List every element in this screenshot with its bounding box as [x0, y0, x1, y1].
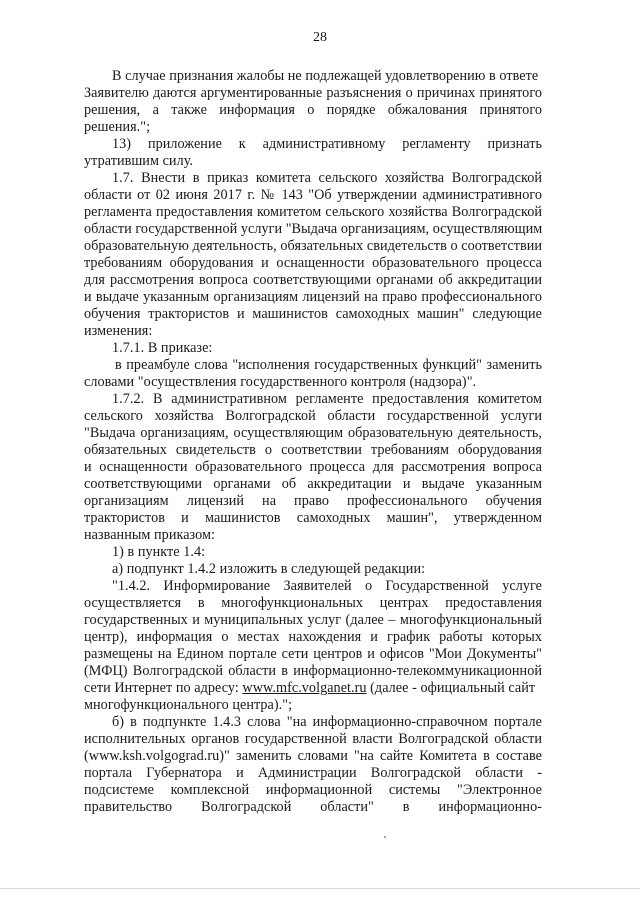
text-line: "1.4.2. Информирование Заявителей о Государственной услуге	[112, 578, 542, 594]
page-number: 28	[313, 30, 327, 45]
text-line: 1.7. Внести в приказ комитета сельского хозяйства Волгоградской	[112, 170, 542, 186]
text-line: изменения:	[84, 323, 153, 339]
text-line: организациям лицензий на право профессионального обучения	[84, 493, 542, 509]
text-line: для рассмотрения вопроса соответствующими органами об аккредитации	[84, 272, 542, 288]
text-line: обучения трактористов и машинистов самоходных машин" следующие	[84, 306, 542, 322]
text-line: в преамбуле слова "исполнения государственных функций" заменить	[115, 357, 542, 373]
text-line: 1.7.1. В приказе:	[112, 340, 213, 356]
text-line: государственных и муниципальных услуг (далее – многофункциональный	[84, 612, 542, 628]
text-line: и выдаче указанным организациям лицензий на право профессионального	[84, 289, 542, 305]
text-line: трактористов и машинистов самоходных машин", утвержденном	[84, 510, 542, 526]
text-line: (МФЦ) Волгоградской области в информационно-телекоммуникационной	[84, 663, 542, 679]
text-line: образовательную деятельность, обязательных свидетельств о соответствии	[84, 238, 542, 254]
text-line: б) в подпункте 1.4.3 слова "на информационно-справочном портале	[112, 714, 542, 730]
text-line: области государственной услуги "Выдача организациям, осуществляющим	[84, 221, 543, 237]
text-line: утратившим силу.	[84, 153, 194, 169]
text-line: а) подпункт 1.4.2 изложить в следующей редакции:	[112, 561, 426, 577]
text-line: 1.7.2. В административном регламенте предоставления комитетом	[112, 391, 542, 407]
text-line: "Выдача организациям, осуществляющим образовательную деятельность,	[84, 425, 542, 441]
text-line: портала Губернатора и Администрации Волгоградской области -	[84, 765, 542, 781]
text-line: размещены на Едином портале сети центров и офисов "Мои Документы"	[84, 646, 542, 662]
text-line: сельского хозяйства Волгоградской области государственной услуги	[84, 408, 542, 424]
text-line: многофункционального центра).";	[84, 697, 293, 713]
text-line: осуществляется в многофункциональных центрах предоставления	[84, 595, 542, 611]
text-line: названным приказом:	[84, 527, 216, 543]
text-line: регламента предоставления комитетом сельского хозяйства Волгоградской	[84, 204, 542, 220]
text-line: 13) приложение к административному регламенту признать	[112, 136, 542, 152]
text-line: решения.";	[84, 119, 151, 135]
text-line: центр), информация о местах нахождения и график работы которых	[84, 629, 542, 645]
text-line: (www.ksh.volgograd.ru)" заменить словами "на сайте Комитета в составе	[84, 748, 542, 764]
text-line-with-link	[84, 680, 535, 696]
text-line: словами "осуществления государственного контроля (надзора)".	[84, 374, 477, 390]
text-span: сети Интернет по адресу:	[84, 680, 243, 696]
text-line: и оснащенности образовательного процесса для рассмотрения вопроса	[84, 459, 542, 475]
text-line: правительство Волгоградской области" в информационно-	[84, 799, 542, 815]
text-line: 1) в пункте 1.4:	[112, 544, 206, 560]
mfc-website-link[interactable]: www.mfc.volganet.ru	[242, 680, 367, 696]
text-span: (далее - официальный сайт	[366, 680, 536, 696]
scan-edge-line	[0, 888, 640, 889]
text-line: области от 02 июня 2017 г. № 143 "Об утверждении административного	[84, 187, 542, 203]
text-line: В случае признания жалобы не подлежащей удовлетворению в ответе	[112, 68, 539, 84]
scan-speck	[384, 836, 386, 838]
text-line: соответствующими органами об аккредитации и выдаче указанным	[84, 476, 542, 492]
text-line: решения, а также информация о порядке обжалования принятого	[84, 102, 542, 118]
text-line: Заявителю даются аргументированные разъяснения о причинах принятого	[84, 85, 542, 101]
text-line: требованиям оборудования и оснащенности образовательного процесса	[84, 255, 542, 271]
text-line: обязательных свидетельств о соответствии требованиям оборудования	[84, 442, 542, 458]
text-line: исполнительных органов государственной власти Волгоградской области	[84, 731, 542, 747]
text-line: подсистеме комплексной информационной системы "Электронное	[84, 782, 542, 798]
